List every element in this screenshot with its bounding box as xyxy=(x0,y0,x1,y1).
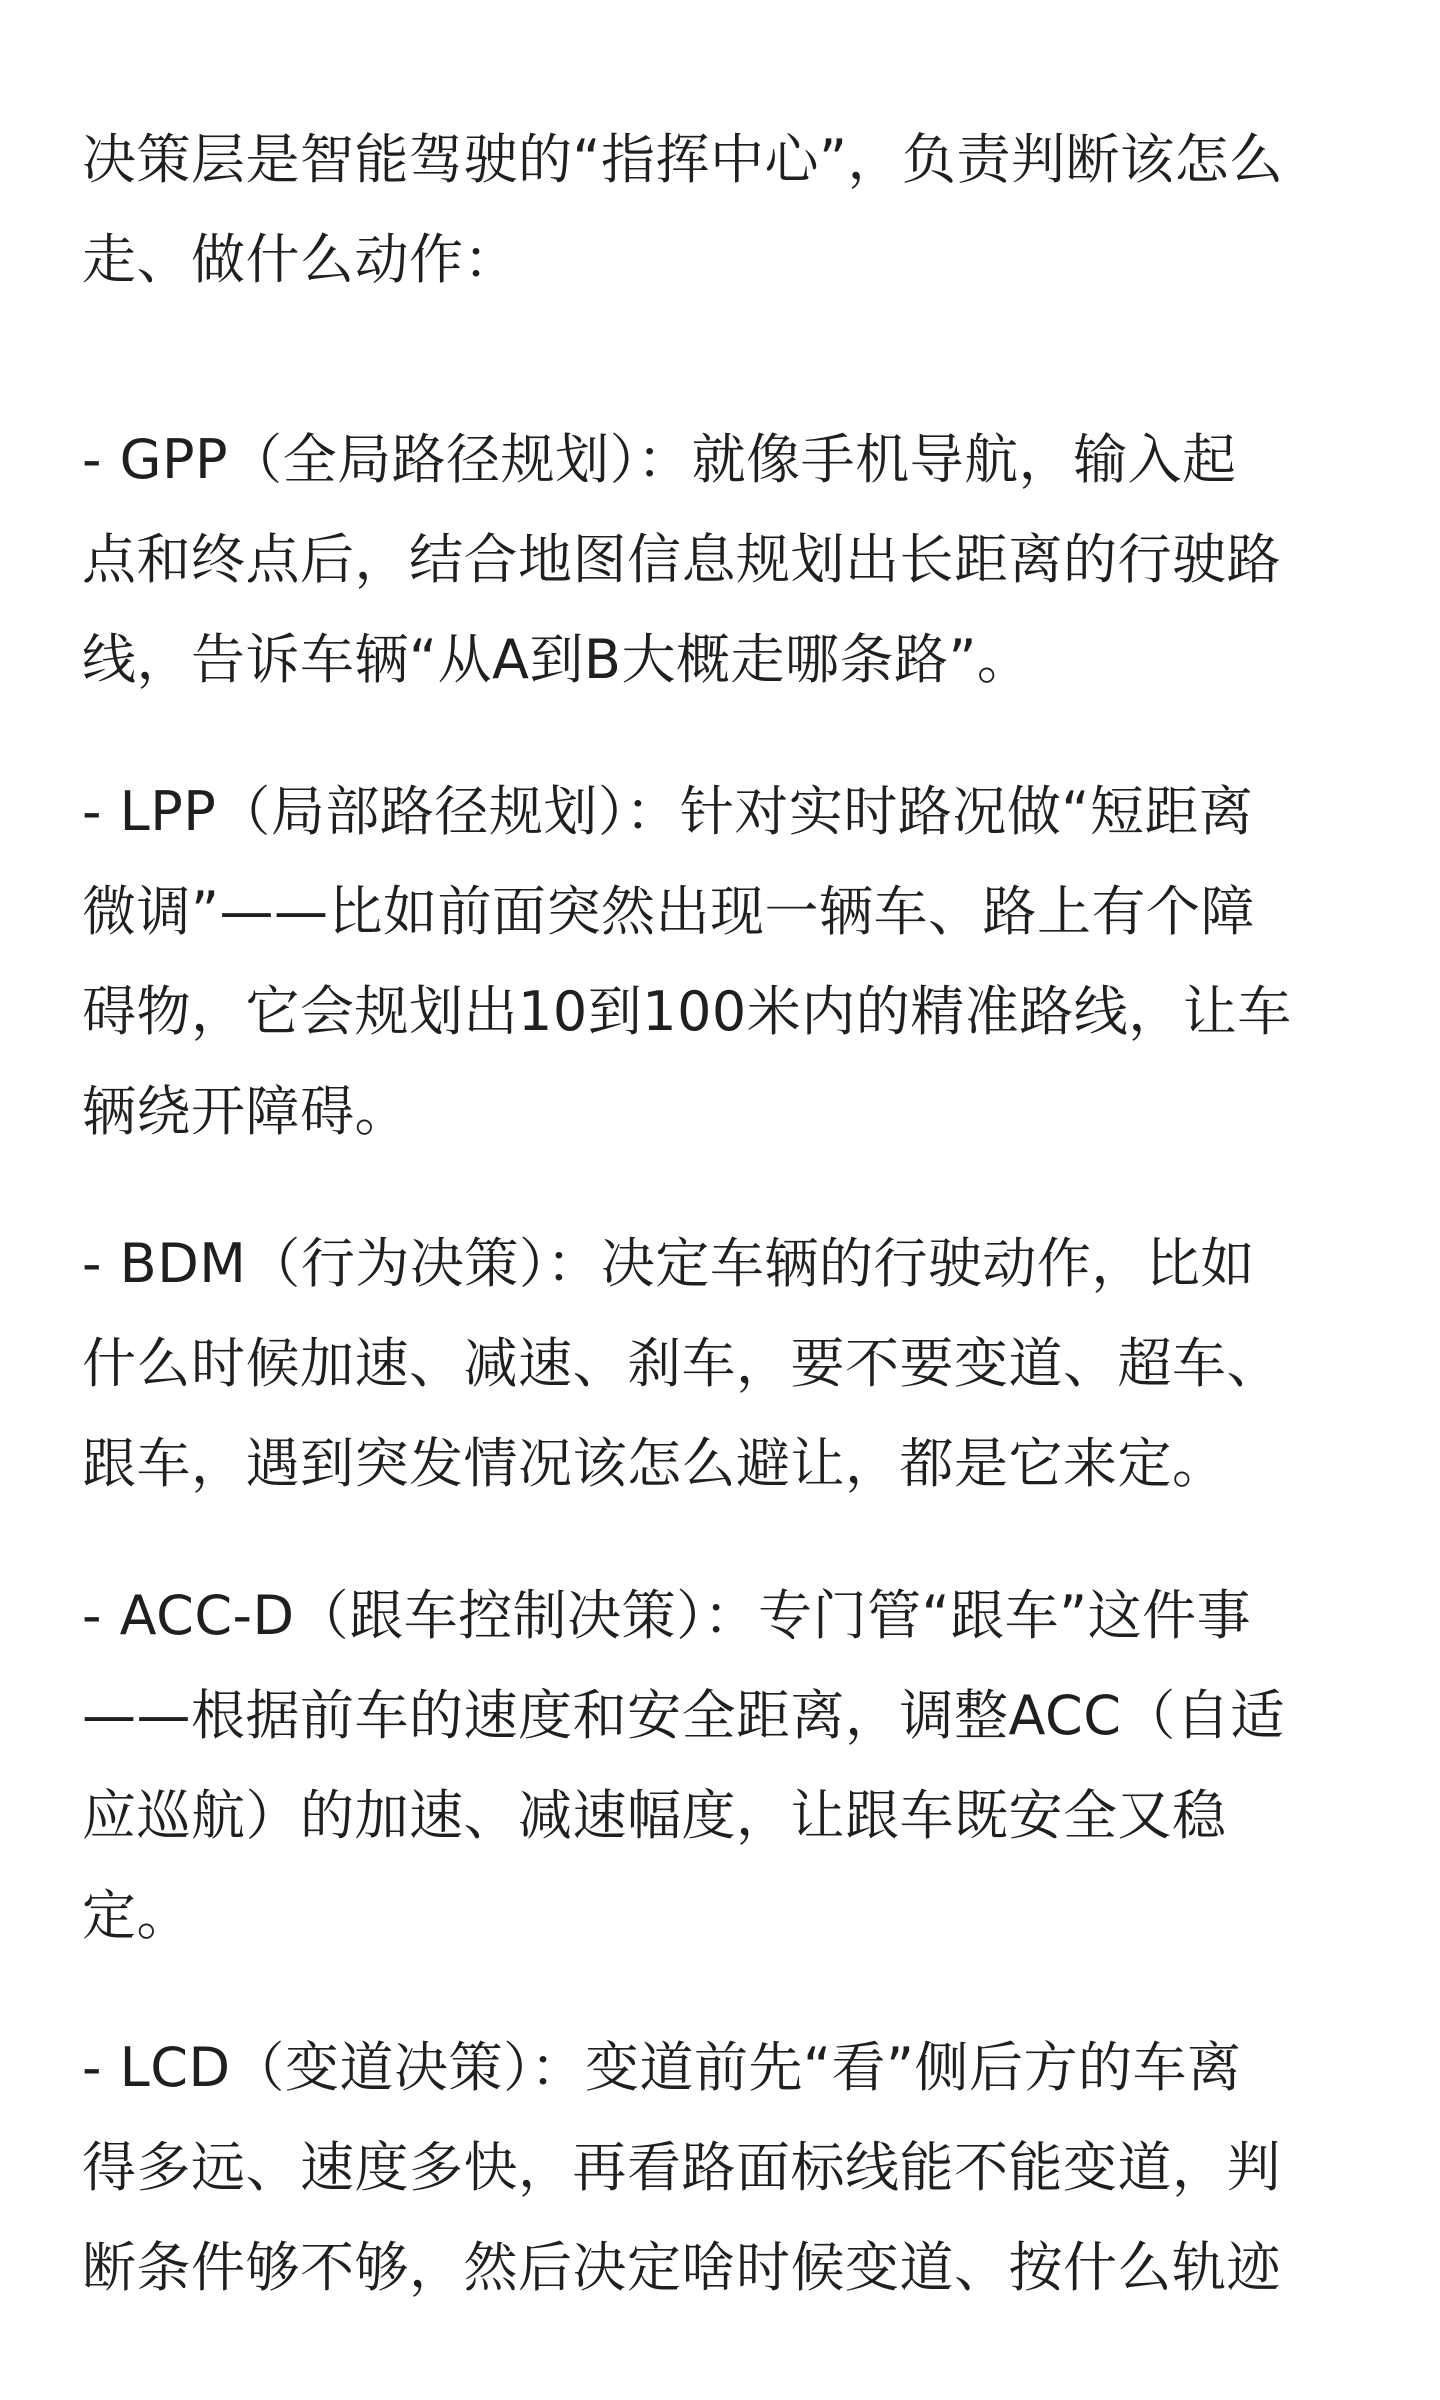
text-line: 什么时候加速、减速、刹车，要不要变道、超车、 xyxy=(82,1332,1281,1395)
text-line: - ACC-D（跟车控制决策）：专门管“跟车”这件事 xyxy=(82,1584,1252,1647)
text-line: 点和终点后，结合地图信息规划出长距离的行驶路 xyxy=(82,528,1281,591)
text-line: 微调”——比如前面突然出现一辆车、路上有个障 xyxy=(82,880,1255,943)
text-line: - GPP（全局路径规划）：就像手机导航，输入起 xyxy=(82,428,1237,491)
article-body xyxy=(82,110,1372,2370)
text-line: - BDM（行为决策）：决定车辆的行驶动作，比如 xyxy=(82,1232,1255,1295)
lpp-paragraph xyxy=(82,762,1372,1162)
intro-paragraph xyxy=(82,110,1372,310)
text-line: 跟车，遇到突发情况该怎么避让，都是它来定。 xyxy=(82,1432,1227,1495)
text-line: 辆绕开障碍。 xyxy=(82,1080,409,1143)
text-line: 断条件够不够，然后决定啥时候变道、按什么轨迹 xyxy=(82,2236,1281,2299)
lcd-paragraph xyxy=(82,2018,1372,2318)
text-line: 得多远、速度多快，再看路面标线能不能变道，判 xyxy=(82,2136,1281,2199)
bdm-paragraph xyxy=(82,1214,1372,1514)
text-line: - LCD（变道决策）：变道前先“看”侧后方的车离 xyxy=(82,2036,1242,2099)
text-line: - LPP（局部路径规划）：针对实时路况做“短距离 xyxy=(82,780,1254,843)
text-line: ——根据前车的速度和安全距离，调整ACC（自适 xyxy=(82,1684,1285,1747)
text-line: 应巡航）的加速、减速幅度，让跟车既安全又稳 xyxy=(82,1784,1227,1847)
text-line: 碍物，它会规划出10到100米内的精准路线，让车 xyxy=(82,980,1292,1043)
gpp-paragraph xyxy=(82,410,1372,710)
text-line: 线，告诉车辆“从A到B大概走哪条路”。 xyxy=(82,628,1032,691)
text-line: 走、做什么动作： xyxy=(82,228,518,291)
text-line: 决策层是智能驾驶的“指挥中心”，负责判断该怎么 xyxy=(82,128,1284,191)
text-line: 定。 xyxy=(82,1884,191,1947)
acc-d-paragraph xyxy=(82,1566,1372,1966)
